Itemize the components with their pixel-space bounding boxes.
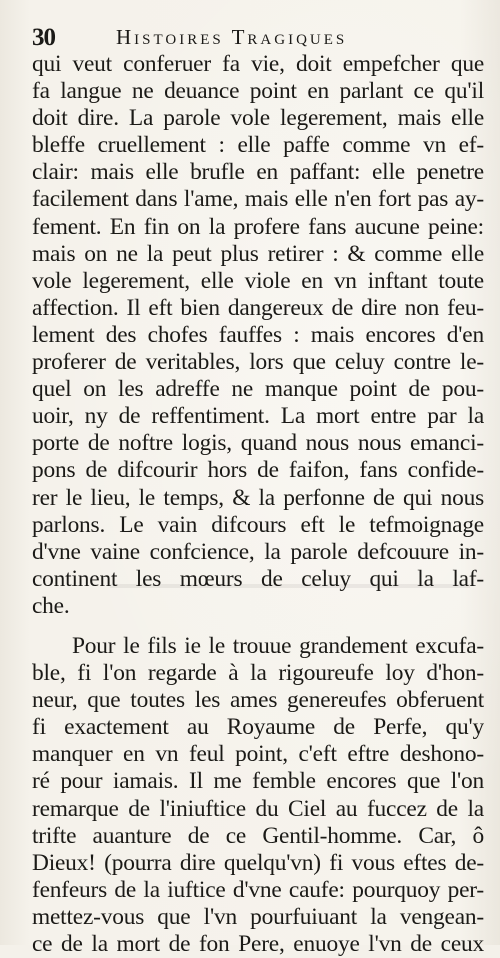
text-line: neur, que toutes les ames genereufes obferuent: [32, 687, 484, 714]
text-line: lement des chofes fauffes : mais encores d'en: [32, 321, 484, 348]
text-line: ré pour iamais. Il me femble encores que l'on: [32, 768, 484, 795]
text-line: vole legerement, elle viole en vn inftant toute: [32, 267, 484, 294]
text-line: fement. En fin on la profere fans aucune peine:: [32, 213, 484, 240]
text-line: ble, fi l'on regarde à la rigoureufe loy d'hon-: [32, 660, 484, 687]
text-line: quel on les adreffe ne manque point de pou-: [32, 376, 484, 403]
text-line: uoir, ny de reffentiment. La mort entre par la: [32, 403, 484, 430]
text-line-last: che.: [32, 592, 70, 619]
text-line: fa langue ne deuance point en parlant ce qu'il: [32, 78, 484, 105]
paragraph-1: [32, 51, 484, 620]
text-line: pons de difcourir hors de faifon, fans confide-: [32, 457, 484, 484]
text-line: ce de la mort de fon Pere, enuoye l'vn de ceux: [32, 931, 484, 957]
text-line-indented: Pour le fils ie le trouue grandement excufa-: [72, 632, 484, 659]
text-line: qui veut conferuer fa vie, doit empefcher que: [32, 51, 484, 77]
text-line: proferer de veritables, lors que celuy contre le-: [32, 349, 484, 376]
text-line: facilement dans l'ame, mais elle n'en fort pas ay-: [32, 186, 484, 213]
text-line: doit dire. La parole vole legerement, mais elle: [32, 105, 484, 132]
text-line: fi exactement au Royaume de Perfe, qu'y: [32, 714, 484, 741]
text-line: mettez-vous que l'vn pourfuiuant la vengean-: [32, 903, 484, 930]
text-line: fenfeurs de la iuftice d'vne caufe: pourquoy per-: [32, 876, 484, 903]
text-line: continent les mœurs de celuy qui la laf-: [32, 565, 484, 592]
text-line: remarque de l'iniuftice du Ciel au fuccez de la: [32, 795, 484, 822]
page-number: 30: [32, 24, 55, 51]
body-text: [32, 51, 484, 958]
text-line: mais on ne la peut plus retirer : & comme elle: [32, 240, 484, 267]
paragraph-gap: [32, 620, 484, 633]
text-line: bleffe cruellement : elle paffe comme vn ef-: [32, 132, 484, 159]
paragraph-2: [32, 633, 484, 958]
text-line: Dieux! (pourra dire quelqu'vn) fi vous eftes de-: [32, 849, 484, 876]
page-header: [32, 22, 484, 50]
text-line: d'vne vaine confcience, la parole defcouure in-: [32, 538, 484, 565]
text-line: rer le lieu, le temps, & la perfonne de qui nous: [32, 484, 484, 511]
text-line: manquer en vn feul point, c'eft eftre deshono-: [32, 741, 484, 768]
running-title: Histoires Tragiques: [116, 25, 348, 49]
text-line: clair: mais elle brufle en paffant: elle penetre: [32, 159, 484, 186]
text-line: parlons. Le vain difcours eft le tefmoignage: [32, 511, 484, 538]
text-line: affection. Il eft bien dangereux de dire non feu-: [32, 294, 484, 321]
text-line: trifte auanture de ce Gentil-homme. Car, ô: [32, 822, 484, 849]
text-line: porte de noftre logis, quand nous nous emanci-: [32, 430, 484, 457]
